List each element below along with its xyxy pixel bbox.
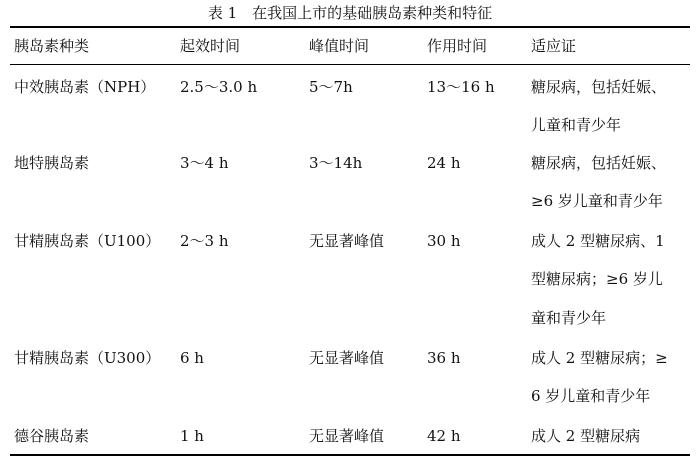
- table-header-rule: [10, 64, 690, 65]
- row-4-peak: 无显著峰值: [309, 427, 385, 445]
- table-caption: 表 1 在我国上市的基础胰岛素种类和特征: [207, 4, 493, 22]
- row-4-onset: 1 h: [180, 427, 204, 445]
- row-1-duration: 24 h: [427, 154, 461, 172]
- row-0-peak: 5～7h: [309, 78, 353, 96]
- header-indication: 适应证: [531, 37, 577, 55]
- row-3-onset: 6 h: [180, 349, 204, 367]
- row-1-type: 地特胰岛素: [14, 154, 90, 172]
- table-bottom-rule: [10, 454, 690, 456]
- row-3-peak: 无显著峰值: [309, 349, 385, 367]
- row-2-indication-line-3: 童和青少年: [531, 309, 607, 327]
- row-2-indication-line-2: 型糖尿病；≥6 岁儿: [531, 270, 663, 288]
- row-0-indication-line-1: 糖尿病，包括妊娠、: [531, 78, 667, 96]
- row-0-type: 中效胰岛素（NPH）: [14, 78, 156, 96]
- header-onset-time: 起效时间: [180, 37, 241, 55]
- row-3-type: 甘精胰岛素（U300）: [14, 349, 161, 367]
- row-2-duration: 30 h: [427, 232, 461, 250]
- row-1-peak: 3～14h: [309, 154, 363, 172]
- row-1-indication-line-2: ≥6 岁儿童和青少年: [531, 192, 663, 210]
- row-1-indication-line-1: 糖尿病，包括妊娠、: [531, 154, 667, 172]
- header-insulin-type: 胰岛素种类: [14, 37, 90, 55]
- row-3-indication-line-2: 6 岁儿童和青少年: [531, 387, 651, 405]
- header-peak-time: 峰值时间: [309, 37, 370, 55]
- header-duration: 作用时间: [427, 37, 488, 55]
- row-3-indication-line-1: 成人 2 型糖尿病；≥: [531, 349, 668, 367]
- row-2-type: 甘精胰岛素（U100）: [14, 232, 161, 250]
- row-1-onset: 3～4 h: [180, 154, 229, 172]
- row-4-indication-line-1: 成人 2 型糖尿病: [531, 427, 641, 445]
- row-0-indication-line-2: 儿童和青少年: [531, 116, 622, 134]
- row-4-type: 德谷胰岛素: [14, 427, 90, 445]
- row-0-onset: 2.5～3.0 h: [180, 78, 258, 96]
- row-4-duration: 42 h: [427, 427, 461, 445]
- row-0-duration: 13～16 h: [427, 78, 495, 96]
- table-top-rule: [10, 26, 690, 28]
- row-2-indication-line-1: 成人 2 型糖尿病、1: [531, 232, 665, 250]
- row-2-peak: 无显著峰值: [309, 232, 385, 250]
- row-2-onset: 2～3 h: [180, 232, 229, 250]
- row-3-duration: 36 h: [427, 349, 461, 367]
